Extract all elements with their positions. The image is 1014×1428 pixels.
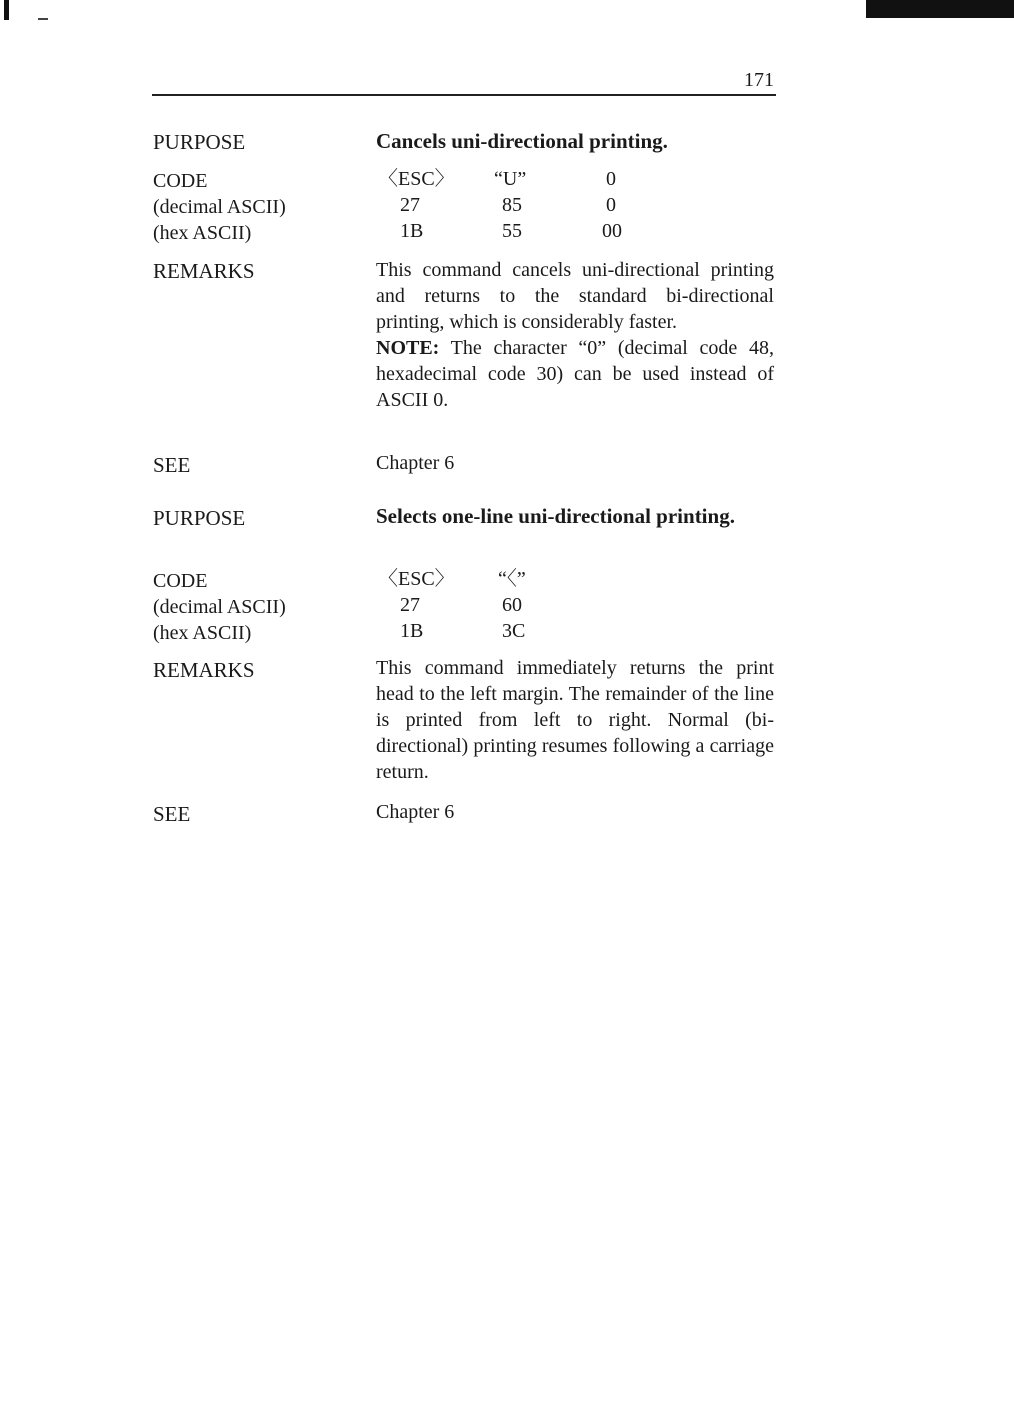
purpose-text: Cancels uni-directional printing.: [376, 129, 668, 153]
scan-edge-mark-left: [4, 0, 9, 20]
code-cell: 〈ESC〉: [378, 568, 455, 590]
decimal-cell: 85: [502, 194, 522, 216]
purpose-label: PURPOSE: [153, 506, 246, 530]
remarks-label: REMARKS: [153, 259, 255, 283]
header-rule: [152, 94, 776, 96]
page-number: 171: [744, 69, 774, 91]
decimal-cell: 60: [502, 594, 522, 616]
code-cell: “U”: [494, 168, 527, 190]
hex-cell: 55: [502, 220, 522, 242]
see-reference: Chapter 6: [376, 452, 455, 474]
purpose-label: PURPOSE: [153, 130, 246, 154]
code-label: CODE: [153, 570, 208, 592]
code-label: CODE: [153, 170, 208, 192]
hex-cell: 3C: [502, 620, 526, 642]
hex-ascii-label: (hex ASCII): [153, 622, 252, 644]
remarks-paragraph: This command cancels uni-directional printing and returns to the standard bi-directional printing, which is considerably faster.: [376, 259, 774, 333]
remarks-text: [376, 257, 774, 413]
decimal-cell: 27: [400, 594, 420, 616]
decimal-ascii-label: (decimal ASCII): [153, 196, 286, 218]
decimal-ascii-label: (decimal ASCII): [153, 596, 286, 618]
hex-cell: 1B: [400, 220, 424, 242]
note-paragraph: [376, 335, 774, 413]
see-label: SEE: [153, 802, 191, 826]
remarks-label: REMARKS: [153, 658, 255, 682]
scan-edge-mark-right: [866, 0, 1014, 18]
code-cell: 0: [606, 168, 616, 190]
decimal-cell: 0: [606, 194, 616, 216]
note-text: The character “0” (decimal code 48, hexadecimal code 30) can be used instead of ASCII 0.: [376, 337, 774, 411]
see-label: SEE: [153, 453, 191, 477]
hex-cell: 1B: [400, 620, 424, 642]
code-cell: 〈ESC〉: [378, 168, 455, 190]
purpose-text: Selects one-line uni-directional printing.: [376, 504, 735, 528]
hex-cell: 00: [602, 220, 622, 242]
code-cell: “〈”: [498, 568, 526, 590]
hex-ascii-label: (hex ASCII): [153, 222, 252, 244]
remarks-text: [376, 655, 774, 785]
scan-edge-dash: [38, 18, 48, 20]
see-reference: Chapter 6: [376, 801, 455, 823]
note-label: NOTE:: [376, 337, 440, 359]
decimal-cell: 27: [400, 194, 420, 216]
remarks-paragraph: This command immediately returns the print head to the left margin. The remainder of the line is printed from left to right. Normal (bi-directional) printing resumes following a carriage return.: [376, 657, 774, 783]
